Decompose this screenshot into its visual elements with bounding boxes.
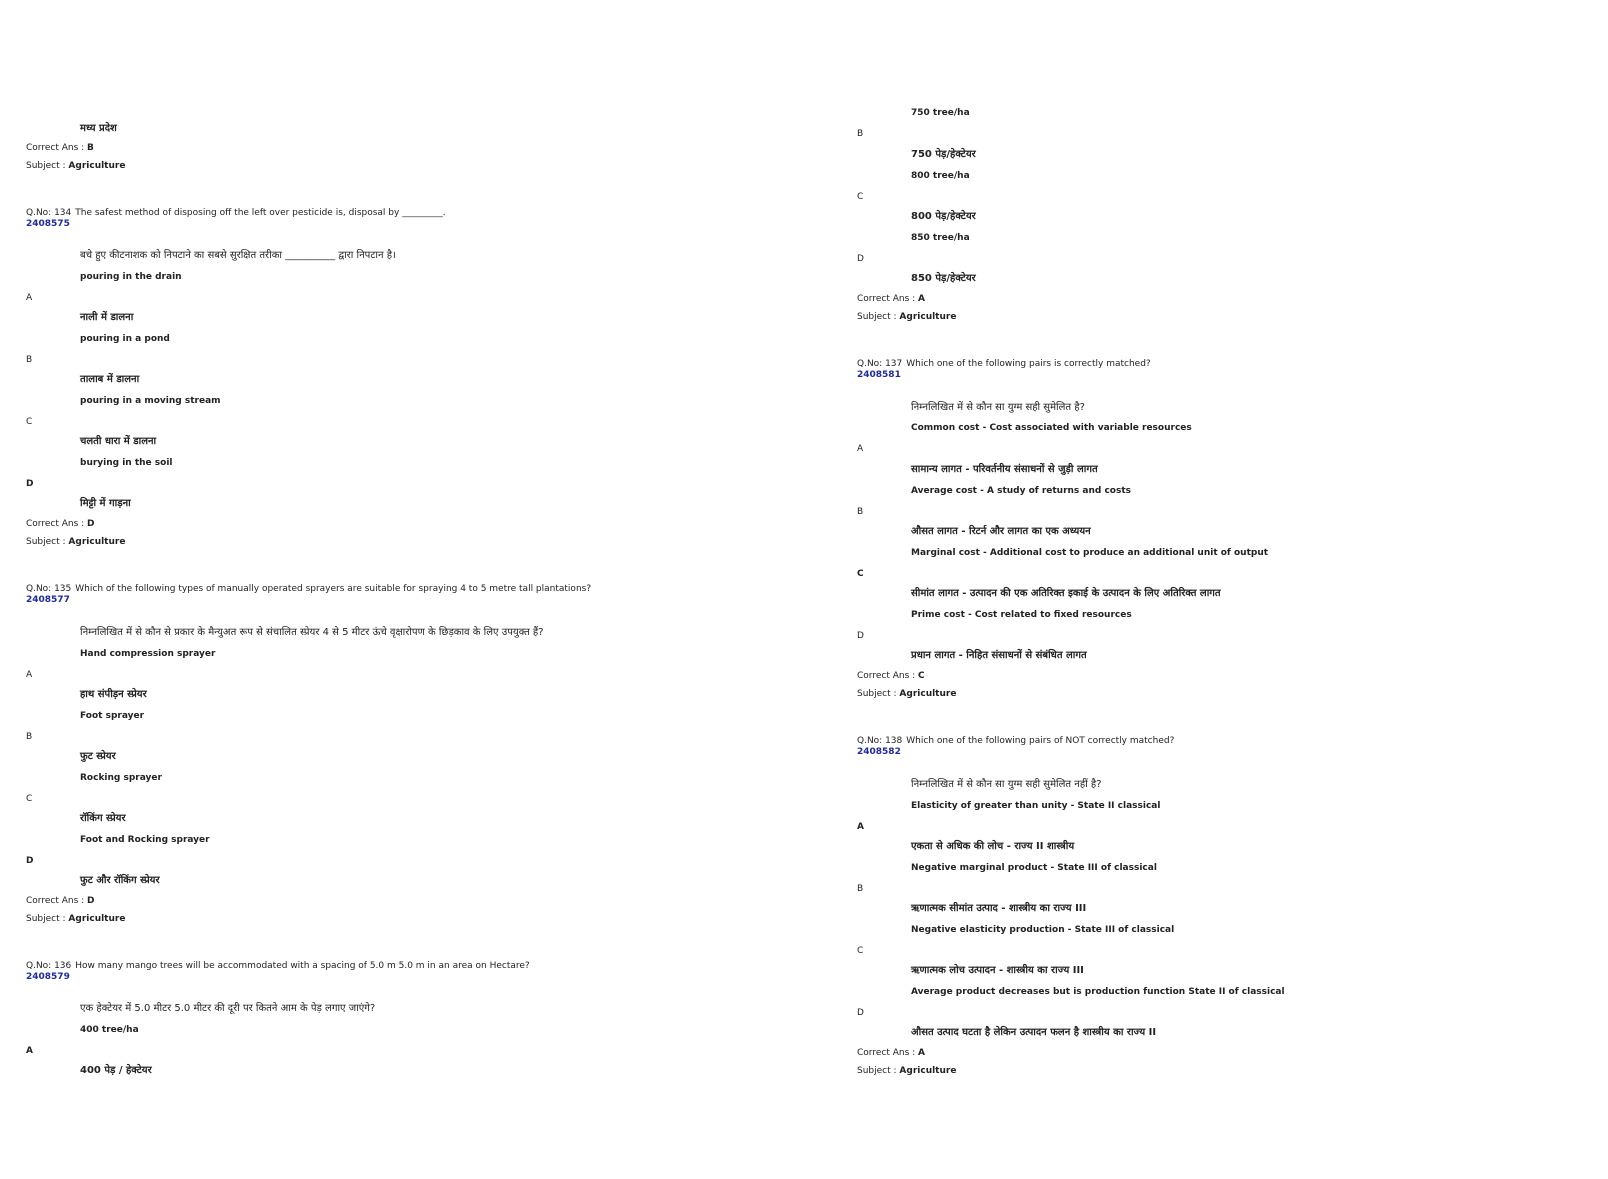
- option-letter: B: [857, 129, 864, 139]
- question-number: Q.No: 138: [857, 736, 903, 746]
- correct-answer-value: B: [87, 143, 94, 153]
- subject-value: Agriculture: [68, 537, 126, 547]
- correct-answer-value: C: [918, 671, 925, 681]
- correct-answer: [26, 895, 95, 907]
- option-hi: प्रधान लागत - निहित संसाधनों से संबंधित लागत: [911, 650, 1087, 661]
- correct-answer-value: A: [918, 1048, 925, 1058]
- correct-answer: [857, 670, 925, 682]
- option-en: Negative marginal product - State III of classical: [911, 863, 1157, 873]
- option-hi: 750 पेड़/हेक्टेयर: [911, 149, 976, 160]
- correct-answer-label: Correct Ans :: [26, 896, 85, 906]
- option-letter: B: [26, 732, 33, 742]
- subject-value: Agriculture: [899, 312, 957, 322]
- question-136-header: [26, 960, 530, 972]
- question-text-hi: एक हेक्टेयर में 5.0 मीटर 5.0 मीटर की दूरी पर कितने आम के पेड़ लगाए जाएंगे?: [80, 1003, 376, 1014]
- option-letter-correct: C: [857, 569, 864, 579]
- option-hi: फुट और रॉकिंग स्प्रेयर: [80, 875, 160, 886]
- question-id: 2408577: [26, 595, 70, 605]
- option-en: burying in the soil: [80, 458, 173, 468]
- subject: [857, 311, 956, 323]
- question-id: 2408579: [26, 972, 70, 982]
- option-hi: चलती धारा में डालना: [80, 436, 157, 447]
- option-en: Elasticity of greater than unity - State II classical: [911, 801, 1161, 811]
- option-en: Hand compression sprayer: [80, 649, 216, 659]
- option-en: pouring in the drain: [80, 272, 182, 282]
- correct-answer-label: Correct Ans :: [857, 294, 916, 304]
- question-135-header: [26, 583, 591, 595]
- option-letter-correct: A: [26, 1046, 33, 1056]
- option-en: Average product decreases but is production function State II of classical: [911, 987, 1285, 997]
- option-hi: फुट स्प्रेयर: [80, 751, 116, 762]
- option-hi: हाथ संपीड़न स्प्रेयर: [80, 689, 147, 700]
- option-en: Common cost - Cost associated with variable resources: [911, 423, 1192, 433]
- correct-answer: [857, 293, 925, 305]
- question-number: Q.No: 134: [26, 208, 72, 218]
- subject: [26, 160, 125, 172]
- option-letter: B: [857, 507, 864, 517]
- option-en: Marginal cost - Additional cost to produce an additional unit of output: [911, 548, 1269, 558]
- subject: [26, 913, 125, 925]
- option-hi: तालाब में डालना: [80, 374, 140, 385]
- question-text-hi: निम्नलिखित में से कौन से प्रकार के मैन्युअत रूप से संचालित स्प्रेयर 4 से 5 मीटर ऊंचे वृक्षारोपण के छिड़काव के लिए उपयुक्त हैं?: [80, 627, 544, 638]
- option-en: 850 tree/ha: [911, 233, 970, 243]
- correct-answer-label: Correct Ans :: [26, 143, 85, 153]
- correct-answer-label: Correct Ans :: [26, 519, 85, 529]
- option-letter: D: [857, 254, 864, 264]
- question-id: 2408581: [857, 370, 901, 380]
- option-letter: B: [26, 355, 33, 365]
- option-letter: C: [857, 946, 864, 956]
- option-letter-correct: D: [26, 479, 34, 489]
- question-text-en: The safest method of disposing off the left over pesticide is, disposal by _________.: [75, 208, 446, 218]
- correct-answer: [26, 518, 95, 530]
- option-letter: A: [26, 670, 33, 680]
- subject-value: Agriculture: [899, 689, 957, 699]
- option-en: Negative elasticity production - State III of classical: [911, 925, 1175, 935]
- correct-answer: [857, 1047, 925, 1059]
- subject-label: Subject :: [857, 689, 897, 699]
- question-number: Q.No: 136: [26, 961, 72, 971]
- subject-label: Subject :: [26, 537, 66, 547]
- question-text-en: Which one of the following pairs of NOT correctly matched?: [906, 736, 1175, 746]
- subject-value: Agriculture: [68, 161, 126, 171]
- correct-answer-value: D: [87, 896, 95, 906]
- subject-label: Subject :: [26, 914, 66, 924]
- option-hi: ऋणात्मक सीमांत उत्पाद - शास्त्रीय का राज्य III: [911, 903, 1087, 914]
- question-number: Q.No: 135: [26, 584, 72, 594]
- option-letter: C: [26, 794, 33, 804]
- option-letter: C: [26, 417, 33, 427]
- option-hi: मिट्टी में गाड़ना: [80, 498, 131, 509]
- question-id: 2408575: [26, 219, 70, 229]
- subject: [857, 1065, 956, 1077]
- subject-value: Agriculture: [68, 914, 126, 924]
- question-text-hi: निम्नलिखित में से कौन सा युग्म सही सुमेलित है?: [911, 402, 1085, 413]
- option-letter: D: [857, 1008, 864, 1018]
- question-text-en: Which one of the following pairs is correctly matched?: [906, 359, 1151, 369]
- option-letter: A: [857, 444, 864, 454]
- correct-answer-label: Correct Ans :: [857, 1048, 916, 1058]
- option-letter: D: [857, 631, 864, 641]
- option-en: Prime cost - Cost related to fixed resources: [911, 610, 1132, 620]
- subject: [857, 688, 956, 700]
- option-en: pouring in a moving stream: [80, 396, 221, 406]
- option-hi: ऋणात्मक लोच उत्पादन - शास्त्रीय का राज्य III: [911, 965, 1084, 976]
- question-137-header: [857, 358, 1151, 370]
- option-hi: रॉकिंग स्प्रेयर: [80, 813, 126, 824]
- subject-label: Subject :: [857, 312, 897, 322]
- subject-label: Subject :: [26, 161, 66, 171]
- option-en: Average cost - A study of returns and costs: [911, 486, 1132, 496]
- question-number: Q.No: 137: [857, 359, 903, 369]
- option-en: Foot and Rocking sprayer: [80, 835, 210, 845]
- option-en: 400 tree/ha: [80, 1025, 139, 1035]
- option-hi: औसत उत्पाद घटता है लेकिन उत्पादन फलन है शास्त्रीय का राज्य II: [911, 1027, 1157, 1038]
- option-hi: नाली में डालना: [80, 312, 134, 323]
- option-en: pouring in a pond: [80, 334, 170, 344]
- subject-value: Agriculture: [899, 1066, 957, 1076]
- option-hi: 800 पेड़/हेक्टेयर: [911, 211, 976, 222]
- question-text-en: Which of the following types of manually operated sprayers are suitable for spraying 4 to 5 metre tall plantations?: [75, 584, 592, 594]
- option-en: 800 tree/ha: [911, 171, 970, 181]
- option-letter-correct: D: [26, 856, 34, 866]
- option-letter: A: [26, 293, 33, 303]
- option-hi: सामान्य लागत - परिवर्तनीय संसाधनों से जुड़ी लागत: [911, 464, 1098, 475]
- option-letter-correct: A: [857, 822, 864, 832]
- correct-answer-label: Correct Ans :: [857, 671, 916, 681]
- question-134-header: [26, 207, 446, 219]
- question-text-hi: बचे हुए कीटनाशक को निपटाने का सबसे सुरक्षित तरीका __________ द्वारा निपटान है।: [80, 250, 396, 261]
- option-en: Rocking sprayer: [80, 773, 162, 783]
- option-hi: 850 पेड़/हेक्टेयर: [911, 273, 976, 284]
- question-text-hi: निम्नलिखित में से कौन सा युग्म सही सुमेलित नहीं है?: [911, 779, 1102, 790]
- correct-answer-value: D: [87, 519, 95, 529]
- option-en: 750 tree/ha: [911, 108, 970, 118]
- subject-label: Subject :: [857, 1066, 897, 1076]
- question-138-header: [857, 735, 1174, 747]
- option-en: Foot sprayer: [80, 711, 145, 721]
- option-letter: C: [857, 192, 864, 202]
- option-hi: मध्य प्रदेश: [80, 123, 117, 134]
- option-hi: एकता से अधिक की लोच - राज्य II शास्त्रीय: [911, 841, 1075, 852]
- subject: [26, 536, 125, 548]
- question-id: 2408582: [857, 747, 901, 757]
- correct-answer-value: A: [918, 294, 925, 304]
- option-hi: 400 पेड़ / हेक्टेयर: [80, 1065, 152, 1076]
- option-hi: औसत लागत - रिटर्न और लागत का एक अध्ययन: [911, 526, 1091, 537]
- question-text-en: How many mango trees will be accommodated with a spacing of 5.0 m 5.0 m in an area on Hectare?: [75, 961, 530, 971]
- correct-answer: [26, 142, 94, 154]
- option-letter: B: [857, 884, 864, 894]
- option-hi: सीमांत लागत - उत्पादन की एक अतिरिक्त इकाई के उत्पादन के लिए अतिरिक्त लागत: [911, 588, 1221, 599]
